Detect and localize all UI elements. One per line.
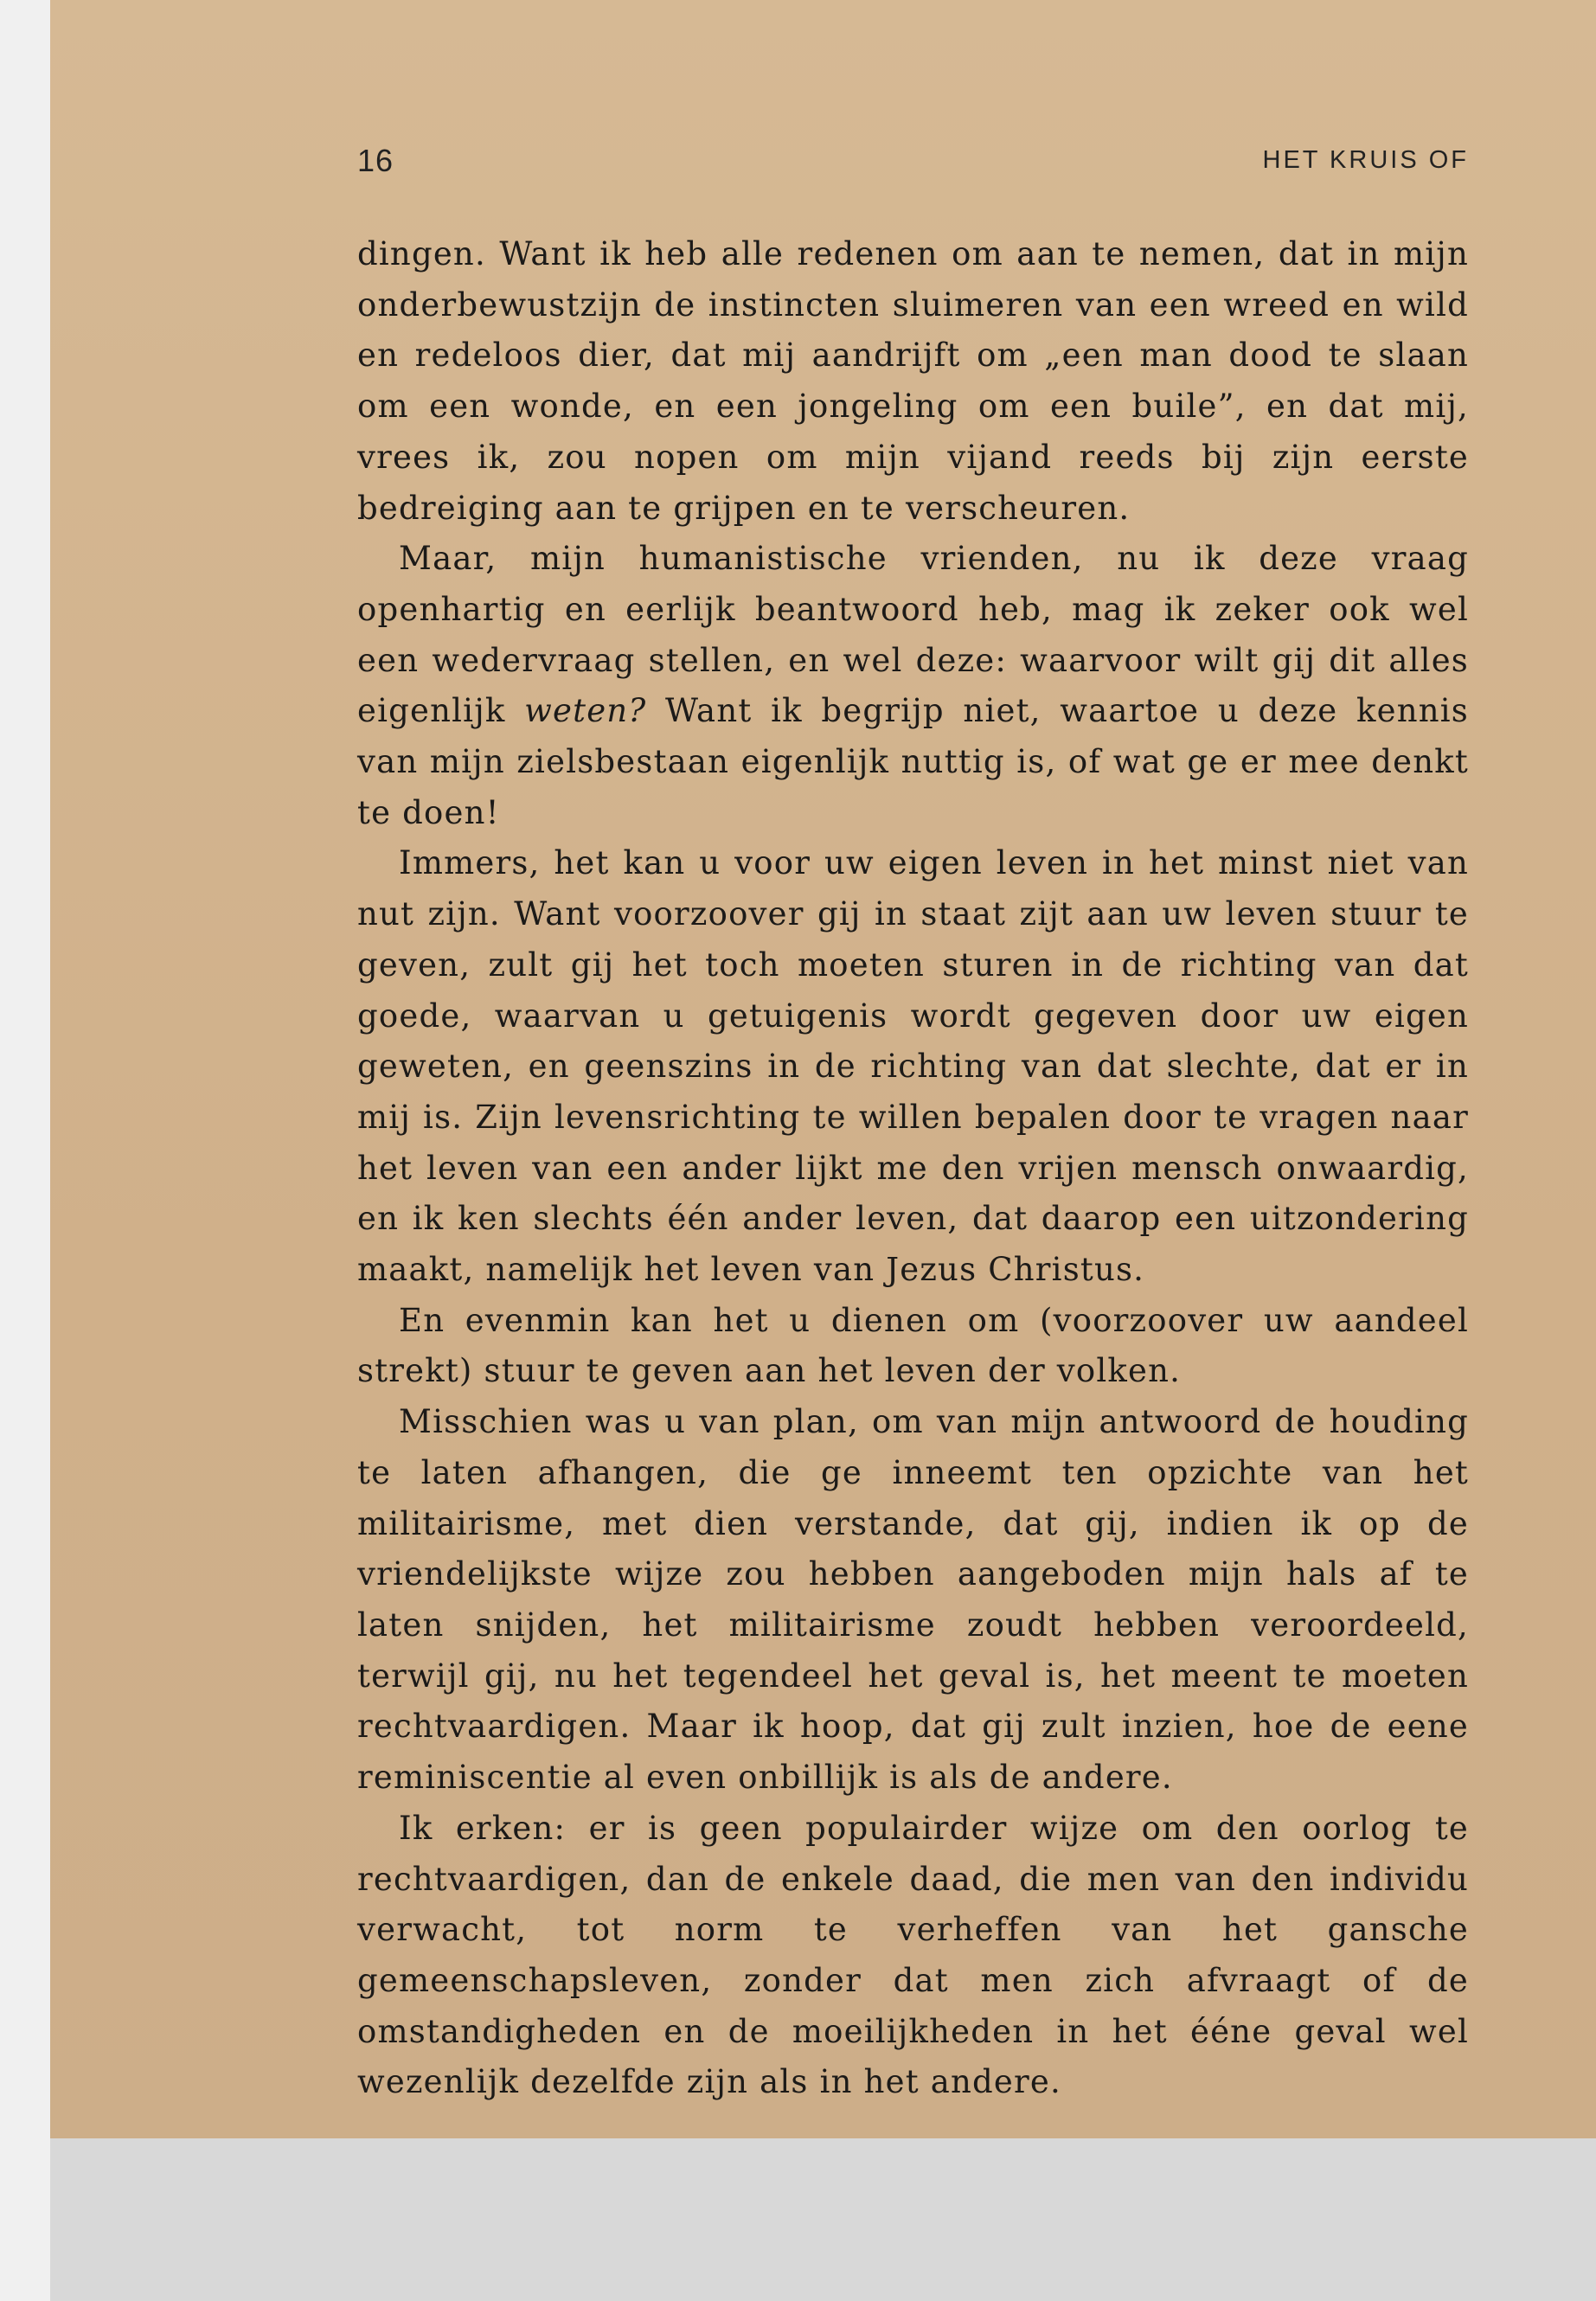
paragraph-2-text-end: Want ik begrijp niet, waartoe u deze kennis van mijn zielsbestaan eigenlijk nuttig is, of wat ge er mee denkt te doen! [357, 692, 1469, 831]
emphasized-word: weten? [524, 692, 647, 730]
running-title: HET KRUIS OF [1262, 146, 1469, 174]
paragraph-2 [357, 534, 1469, 838]
paragraph-6-text: Ik erken: er is geen populairder wijze om den oorlog te rechtvaardigen, dan de enkele daad, die men van den individu verwacht, tot norm te verheffen van het gansche gemeenschapsleven, zonder dat men zich afvraagt of de omstandigheden en de moeilijkheden in het ééne geval wel wezenlijk dezelfde zijn als in het andere. [357, 1809, 1469, 2101]
scan-margin-bottom [50, 2138, 1596, 2301]
paragraph-3-text: Immers, het kan u voor uw eigen leven in het minst niet van nut zijn. Want voorzoover gij in staat zijt aan uw leven stuur te geven, zult gij het toch moeten sturen in de richting van dat goede, waarvan u getuigenis wordt gegeven door uw eigen geweten, en geenszins in de richting van dat slechte, dat er in mij is. Zijn levensrichting te willen bepalen door te vragen naar het leven van een ander lijkt me den vrijen mensch onwaardig, en ik ken slechts één ander leven, dat daarop een uitzondering maakt, namelijk het leven van Jezus Christus. [357, 844, 1469, 1289]
paragraph-5 [357, 1397, 1469, 1804]
scan-margin-left [0, 0, 50, 2301]
paragraph-5-text: Misschien was u van plan, om van mijn antwoord de houding te laten afhangen, die ge inneemt ten opzichte van het militairisme, met dien verstande, dat gij, indien ik op de vriendelijkste wijze zou hebben aangeboden mijn hals af te laten snijden, het militairisme zoudt hebben veroordeeld, terwijl gij, nu het tegendeel het geval is, het meent te moeten rechtvaardigen. Maar ik hoop, dat gij zult inzien, hoe de eene reminiscentie al even onbillijk is als de andere. [357, 1403, 1469, 1797]
paragraph-1-text: dingen. Want ik heb alle redenen om aan te nemen, dat in mijn onderbewustzijn de instincten sluimeren van een wreed en wild en redeloos dier, dat mij aandrijft om „een man dood te slaan om een wonde, en een jongeling om een buile”, en dat mij, vrees ik, zou nopen om mijn vijand reeds bij zijn eerste bedreiging aan te grijpen en te verscheuren. [357, 235, 1469, 527]
body-text [357, 229, 1469, 2108]
page-number: 16 [357, 143, 394, 178]
paragraph-1 [357, 229, 1469, 534]
paragraph-6 [357, 1804, 1469, 2108]
paragraph-2-text-start: Maar, mijn humanistische vrienden, nu ik deze vraag openhartig en eerlijk beantwoord heb, mag ik zeker ook wel een wedervraag stellen, en wel deze: waarvoor wilt gij dit alles eigenlijk [357, 540, 1469, 730]
paragraph-4 [357, 1296, 1469, 1397]
running-head [357, 143, 1469, 186]
paragraph-4-text: En evenmin kan het u dienen om (voorzoover uw aandeel strekt) stuur te geven aan het leven der volken. [357, 1301, 1469, 1390]
paragraph-3 [357, 838, 1469, 1295]
